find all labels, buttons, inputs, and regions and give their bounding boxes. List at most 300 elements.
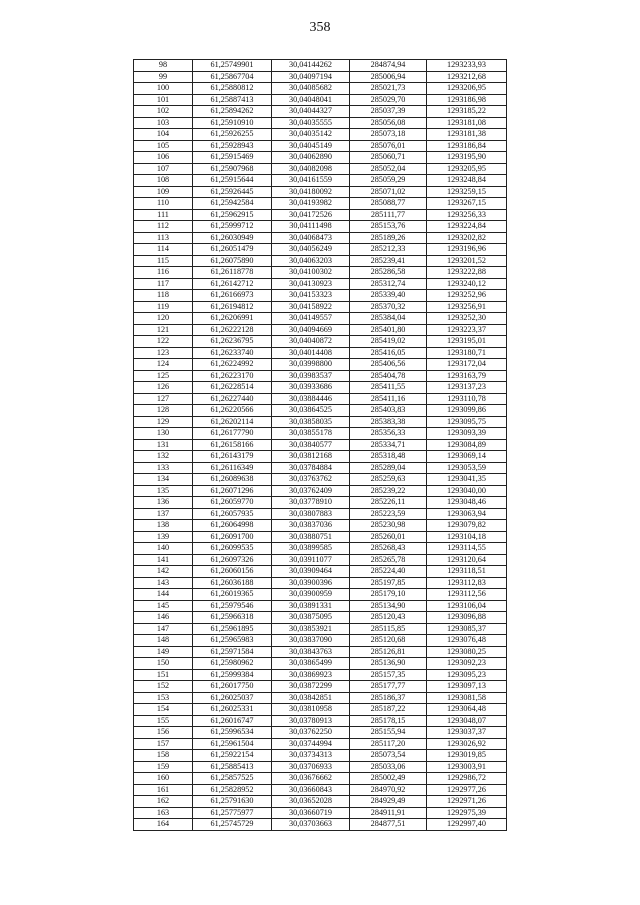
y-coordinate-cell: 1293053,59 (427, 462, 507, 474)
latitude-cell: 61,26064998 (193, 520, 272, 532)
point-number-cell: 107 (134, 163, 193, 175)
point-number-cell: 160 (134, 773, 193, 785)
table-row (134, 474, 507, 486)
table-row (134, 784, 507, 796)
table-row (134, 198, 507, 210)
table-row (134, 290, 507, 302)
x-coordinate-cell: 284911,91 (350, 807, 427, 819)
point-number-cell: 145 (134, 600, 193, 612)
y-coordinate-cell: 1293112,83 (427, 577, 507, 589)
latitude-cell: 61,26025037 (193, 692, 272, 704)
x-coordinate-cell: 285230,98 (350, 520, 427, 532)
point-number-cell: 120 (134, 313, 193, 325)
longitude-cell: 30,04144262 (272, 60, 350, 72)
longitude-cell: 30,04056249 (272, 244, 350, 256)
x-coordinate-cell: 285268,43 (350, 543, 427, 555)
longitude-cell: 30,04035142 (272, 129, 350, 141)
y-coordinate-cell: 1293097,13 (427, 681, 507, 693)
y-coordinate-cell: 1293259,15 (427, 186, 507, 198)
y-coordinate-cell: 1293093,39 (427, 428, 507, 440)
x-coordinate-cell: 285117,20 (350, 738, 427, 750)
longitude-cell: 30,03842851 (272, 692, 350, 704)
y-coordinate-cell: 1293095,23 (427, 669, 507, 681)
x-coordinate-cell: 285289,04 (350, 462, 427, 474)
table-row (134, 255, 507, 267)
latitude-cell: 61,26060156 (193, 566, 272, 578)
point-number-cell: 142 (134, 566, 193, 578)
longitude-cell: 30,03880751 (272, 531, 350, 543)
x-coordinate-cell: 285197,85 (350, 577, 427, 589)
table-row (134, 428, 507, 440)
longitude-cell: 30,03909464 (272, 566, 350, 578)
latitude-cell: 61,25915469 (193, 152, 272, 164)
table-row (134, 738, 507, 750)
x-coordinate-cell: 285126,81 (350, 646, 427, 658)
table-row (134, 60, 507, 72)
longitude-cell: 30,03872299 (272, 681, 350, 693)
table-row (134, 704, 507, 716)
latitude-cell: 61,26143179 (193, 451, 272, 463)
table-row (134, 267, 507, 279)
latitude-cell: 61,26089638 (193, 474, 272, 486)
longitude-cell: 30,03778910 (272, 497, 350, 509)
x-coordinate-cell: 285033,06 (350, 761, 427, 773)
table-row (134, 244, 507, 256)
y-coordinate-cell: 1293180,71 (427, 347, 507, 359)
longitude-cell: 30,03865499 (272, 658, 350, 670)
longitude-cell: 30,03911077 (272, 554, 350, 566)
x-coordinate-cell: 285177,77 (350, 681, 427, 693)
table-row (134, 497, 507, 509)
table-row (134, 347, 507, 359)
point-number-cell: 132 (134, 451, 193, 463)
table-row (134, 623, 507, 635)
y-coordinate-cell: 1293185,22 (427, 106, 507, 118)
table-row (134, 761, 507, 773)
point-number-cell: 137 (134, 508, 193, 520)
x-coordinate-cell: 285411,55 (350, 382, 427, 394)
latitude-cell: 61,25910910 (193, 117, 272, 129)
longitude-cell: 30,03660843 (272, 784, 350, 796)
latitude-cell: 61,25980962 (193, 658, 272, 670)
x-coordinate-cell: 285265,78 (350, 554, 427, 566)
x-coordinate-cell: 285021,73 (350, 83, 427, 95)
point-number-cell: 152 (134, 681, 193, 693)
longitude-cell: 30,03840577 (272, 439, 350, 451)
point-number-cell: 144 (134, 589, 193, 601)
x-coordinate-cell: 285224,40 (350, 566, 427, 578)
latitude-cell: 61,26223170 (193, 370, 272, 382)
y-coordinate-cell: 1293092,23 (427, 658, 507, 670)
table-row (134, 589, 507, 601)
y-coordinate-cell: 1293040,00 (427, 485, 507, 497)
y-coordinate-cell: 1293041,35 (427, 474, 507, 486)
longitude-cell: 30,03884446 (272, 393, 350, 405)
table-row (134, 278, 507, 290)
table-row (134, 681, 507, 693)
longitude-cell: 30,03875095 (272, 612, 350, 624)
longitude-cell: 30,04094669 (272, 324, 350, 336)
latitude-cell: 61,26177790 (193, 428, 272, 440)
point-number-cell: 154 (134, 704, 193, 716)
point-number-cell: 113 (134, 232, 193, 244)
x-coordinate-cell: 285178,15 (350, 715, 427, 727)
y-coordinate-cell: 1292971,26 (427, 796, 507, 808)
x-coordinate-cell: 285356,33 (350, 428, 427, 440)
y-coordinate-cell: 1293195,01 (427, 336, 507, 348)
x-coordinate-cell: 285179,10 (350, 589, 427, 601)
x-coordinate-cell: 285157,35 (350, 669, 427, 681)
latitude-cell: 61,26030949 (193, 232, 272, 244)
table-row (134, 727, 507, 739)
table-row (134, 301, 507, 313)
y-coordinate-cell: 1293172,04 (427, 359, 507, 371)
longitude-cell: 30,04180092 (272, 186, 350, 198)
x-coordinate-cell: 285059,29 (350, 175, 427, 187)
table-row (134, 451, 507, 463)
latitude-cell: 61,25926445 (193, 186, 272, 198)
latitude-cell: 61,26025331 (193, 704, 272, 716)
latitude-cell: 61,26142712 (193, 278, 272, 290)
x-coordinate-cell: 285056,08 (350, 117, 427, 129)
latitude-cell: 61,25961895 (193, 623, 272, 635)
latitude-cell: 61,26158166 (193, 439, 272, 451)
x-coordinate-cell: 285226,11 (350, 497, 427, 509)
table-row (134, 807, 507, 819)
coordinates-table (133, 59, 507, 831)
point-number-cell: 118 (134, 290, 193, 302)
longitude-cell: 30,04172526 (272, 209, 350, 221)
y-coordinate-cell: 1293112,56 (427, 589, 507, 601)
longitude-cell: 30,03891331 (272, 600, 350, 612)
point-number-cell: 125 (134, 370, 193, 382)
x-coordinate-cell: 285339,40 (350, 290, 427, 302)
latitude-cell: 61,25966318 (193, 612, 272, 624)
table-row (134, 152, 507, 164)
y-coordinate-cell: 1293212,68 (427, 71, 507, 83)
y-coordinate-cell: 1293206,95 (427, 83, 507, 95)
y-coordinate-cell: 1293196,96 (427, 244, 507, 256)
x-coordinate-cell: 285134,90 (350, 600, 427, 612)
longitude-cell: 30,04100302 (272, 267, 350, 279)
point-number-cell: 135 (134, 485, 193, 497)
latitude-cell: 61,26051479 (193, 244, 272, 256)
y-coordinate-cell: 1293222,88 (427, 267, 507, 279)
x-coordinate-cell: 285286,58 (350, 267, 427, 279)
coordinates-table-body (134, 60, 507, 831)
point-number-cell: 136 (134, 497, 193, 509)
longitude-cell: 30,04048041 (272, 94, 350, 106)
y-coordinate-cell: 1293048,07 (427, 715, 507, 727)
y-coordinate-cell: 1293233,93 (427, 60, 507, 72)
latitude-cell: 61,25996534 (193, 727, 272, 739)
y-coordinate-cell: 1293085,37 (427, 623, 507, 635)
table-row (134, 209, 507, 221)
x-coordinate-cell: 285111,77 (350, 209, 427, 221)
x-coordinate-cell: 285136,90 (350, 658, 427, 670)
table-row (134, 359, 507, 371)
point-number-cell: 105 (134, 140, 193, 152)
longitude-cell: 30,04040872 (272, 336, 350, 348)
x-coordinate-cell: 285186,37 (350, 692, 427, 704)
table-row (134, 658, 507, 670)
longitude-cell: 30,04068473 (272, 232, 350, 244)
table-row (134, 370, 507, 382)
longitude-cell: 30,04082098 (272, 163, 350, 175)
point-number-cell: 101 (134, 94, 193, 106)
x-coordinate-cell: 284874,94 (350, 60, 427, 72)
longitude-cell: 30,03899585 (272, 543, 350, 555)
point-number-cell: 159 (134, 761, 193, 773)
point-number-cell: 163 (134, 807, 193, 819)
y-coordinate-cell: 1293064,48 (427, 704, 507, 716)
latitude-cell: 61,26017750 (193, 681, 272, 693)
latitude-cell: 61,25887413 (193, 94, 272, 106)
latitude-cell: 61,26224992 (193, 359, 272, 371)
latitude-cell: 61,25922154 (193, 750, 272, 762)
latitude-cell: 61,26075890 (193, 255, 272, 267)
longitude-cell: 30,03864525 (272, 405, 350, 417)
latitude-cell: 61,25885413 (193, 761, 272, 773)
x-coordinate-cell: 285073,54 (350, 750, 427, 762)
y-coordinate-cell: 1293223,37 (427, 324, 507, 336)
x-coordinate-cell: 285155,94 (350, 727, 427, 739)
point-number-cell: 112 (134, 221, 193, 233)
point-number-cell: 126 (134, 382, 193, 394)
longitude-cell: 30,03812168 (272, 451, 350, 463)
point-number-cell: 134 (134, 474, 193, 486)
latitude-cell: 61,26071296 (193, 485, 272, 497)
longitude-cell: 30,04130923 (272, 278, 350, 290)
y-coordinate-cell: 1293118,51 (427, 566, 507, 578)
latitude-cell: 61,26222128 (193, 324, 272, 336)
point-number-cell: 146 (134, 612, 193, 624)
point-number-cell: 162 (134, 796, 193, 808)
x-coordinate-cell: 285403,83 (350, 405, 427, 417)
table-row (134, 163, 507, 175)
x-coordinate-cell: 285153,76 (350, 221, 427, 233)
longitude-cell: 30,03810958 (272, 704, 350, 716)
y-coordinate-cell: 1293069,14 (427, 451, 507, 463)
point-number-cell: 128 (134, 405, 193, 417)
latitude-cell: 61,25915644 (193, 175, 272, 187)
y-coordinate-cell: 1292975,39 (427, 807, 507, 819)
x-coordinate-cell: 284877,51 (350, 819, 427, 831)
table-row (134, 543, 507, 555)
longitude-cell: 30,03780913 (272, 715, 350, 727)
longitude-cell: 30,03676662 (272, 773, 350, 785)
y-coordinate-cell: 1293205,95 (427, 163, 507, 175)
y-coordinate-cell: 1293063,94 (427, 508, 507, 520)
point-number-cell: 119 (134, 301, 193, 313)
x-coordinate-cell: 285006,94 (350, 71, 427, 83)
x-coordinate-cell: 285071,02 (350, 186, 427, 198)
longitude-cell: 30,04158922 (272, 301, 350, 313)
longitude-cell: 30,03858035 (272, 416, 350, 428)
table-row (134, 819, 507, 831)
table-row (134, 439, 507, 451)
y-coordinate-cell: 1293186,98 (427, 94, 507, 106)
latitude-cell: 61,26236795 (193, 336, 272, 348)
y-coordinate-cell: 1293181,08 (427, 117, 507, 129)
y-coordinate-cell: 1293084,89 (427, 439, 507, 451)
latitude-cell: 61,25828952 (193, 784, 272, 796)
latitude-cell: 61,25880812 (193, 83, 272, 95)
point-number-cell: 131 (134, 439, 193, 451)
y-coordinate-cell: 1293248,84 (427, 175, 507, 187)
y-coordinate-cell: 1293195,90 (427, 152, 507, 164)
latitude-cell: 61,26057935 (193, 508, 272, 520)
longitude-cell: 30,04044327 (272, 106, 350, 118)
x-coordinate-cell: 285383,38 (350, 416, 427, 428)
x-coordinate-cell: 285115,85 (350, 623, 427, 635)
point-number-cell: 104 (134, 129, 193, 141)
point-number-cell: 141 (134, 554, 193, 566)
point-number-cell: 124 (134, 359, 193, 371)
x-coordinate-cell: 284970,92 (350, 784, 427, 796)
point-number-cell: 103 (134, 117, 193, 129)
table-row (134, 508, 507, 520)
point-number-cell: 110 (134, 198, 193, 210)
point-number-cell: 127 (134, 393, 193, 405)
point-number-cell: 138 (134, 520, 193, 532)
y-coordinate-cell: 1293080,25 (427, 646, 507, 658)
longitude-cell: 30,03855178 (272, 428, 350, 440)
latitude-cell: 61,25928943 (193, 140, 272, 152)
table-row (134, 324, 507, 336)
x-coordinate-cell: 285239,41 (350, 255, 427, 267)
longitude-cell: 30,03784884 (272, 462, 350, 474)
y-coordinate-cell: 1293137,23 (427, 382, 507, 394)
y-coordinate-cell: 1293224,84 (427, 221, 507, 233)
point-number-cell: 158 (134, 750, 193, 762)
point-number-cell: 115 (134, 255, 193, 267)
latitude-cell: 61,26016747 (193, 715, 272, 727)
latitude-cell: 61,25926255 (193, 129, 272, 141)
latitude-cell: 61,25791630 (193, 796, 272, 808)
longitude-cell: 30,04035555 (272, 117, 350, 129)
point-number-cell: 140 (134, 543, 193, 555)
y-coordinate-cell: 1293202,82 (427, 232, 507, 244)
latitude-cell: 61,26097326 (193, 554, 272, 566)
point-number-cell: 156 (134, 727, 193, 739)
x-coordinate-cell: 285419,02 (350, 336, 427, 348)
x-coordinate-cell: 285334,71 (350, 439, 427, 451)
longitude-cell: 30,04193982 (272, 198, 350, 210)
latitude-cell: 61,26036188 (193, 577, 272, 589)
x-coordinate-cell: 285060,71 (350, 152, 427, 164)
y-coordinate-cell: 1293114,55 (427, 543, 507, 555)
table-row (134, 485, 507, 497)
point-number-cell: 150 (134, 658, 193, 670)
y-coordinate-cell: 1293201,52 (427, 255, 507, 267)
x-coordinate-cell: 285189,26 (350, 232, 427, 244)
longitude-cell: 30,03900396 (272, 577, 350, 589)
table-row (134, 71, 507, 83)
x-coordinate-cell: 285416,05 (350, 347, 427, 359)
longitude-cell: 30,03837090 (272, 635, 350, 647)
point-number-cell: 99 (134, 71, 193, 83)
table-row (134, 796, 507, 808)
latitude-cell: 61,25962915 (193, 209, 272, 221)
longitude-cell: 30,04045149 (272, 140, 350, 152)
x-coordinate-cell: 285212,33 (350, 244, 427, 256)
point-number-cell: 161 (134, 784, 193, 796)
table-row (134, 221, 507, 233)
table-row (134, 554, 507, 566)
y-coordinate-cell: 1293099,86 (427, 405, 507, 417)
longitude-cell: 30,04062890 (272, 152, 350, 164)
latitude-cell: 61,25907968 (193, 163, 272, 175)
longitude-cell: 30,03998800 (272, 359, 350, 371)
point-number-cell: 102 (134, 106, 193, 118)
y-coordinate-cell: 1293096,88 (427, 612, 507, 624)
table-row (134, 175, 507, 187)
table-row (134, 313, 507, 325)
latitude-cell: 61,25857525 (193, 773, 272, 785)
latitude-cell: 61,25894262 (193, 106, 272, 118)
table-row (134, 520, 507, 532)
table-row (134, 232, 507, 244)
point-number-cell: 111 (134, 209, 193, 221)
longitude-cell: 30,04111498 (272, 221, 350, 233)
x-coordinate-cell: 285370,32 (350, 301, 427, 313)
y-coordinate-cell: 1293037,37 (427, 727, 507, 739)
latitude-cell: 61,26194812 (193, 301, 272, 313)
point-number-cell: 143 (134, 577, 193, 589)
longitude-cell: 30,04063203 (272, 255, 350, 267)
table-row (134, 669, 507, 681)
longitude-cell: 30,03762409 (272, 485, 350, 497)
point-number-cell: 109 (134, 186, 193, 198)
x-coordinate-cell: 284929,49 (350, 796, 427, 808)
y-coordinate-cell: 1292977,26 (427, 784, 507, 796)
y-coordinate-cell: 1293019,85 (427, 750, 507, 762)
x-coordinate-cell: 285411,16 (350, 393, 427, 405)
point-number-cell: 98 (134, 60, 193, 72)
table-row (134, 531, 507, 543)
y-coordinate-cell: 1293104,18 (427, 531, 507, 543)
x-coordinate-cell: 285088,77 (350, 198, 427, 210)
longitude-cell: 30,03843763 (272, 646, 350, 658)
table-row (134, 405, 507, 417)
y-coordinate-cell: 1292986,72 (427, 773, 507, 785)
latitude-cell: 61,26228514 (193, 382, 272, 394)
x-coordinate-cell: 285037,39 (350, 106, 427, 118)
y-coordinate-cell: 1293079,82 (427, 520, 507, 532)
latitude-cell: 61,26220566 (193, 405, 272, 417)
table-row (134, 773, 507, 785)
latitude-cell: 61,25961504 (193, 738, 272, 750)
table-row (134, 692, 507, 704)
longitude-cell: 30,03703663 (272, 819, 350, 831)
y-coordinate-cell: 1293240,12 (427, 278, 507, 290)
longitude-cell: 30,03734313 (272, 750, 350, 762)
longitude-cell: 30,03660719 (272, 807, 350, 819)
table-row (134, 129, 507, 141)
table-row (134, 612, 507, 624)
x-coordinate-cell: 285052,04 (350, 163, 427, 175)
x-coordinate-cell: 285223,59 (350, 508, 427, 520)
table-row (134, 646, 507, 658)
point-number-cell: 164 (134, 819, 193, 831)
point-number-cell: 108 (134, 175, 193, 187)
latitude-cell: 61,25971584 (193, 646, 272, 658)
longitude-cell: 30,03652028 (272, 796, 350, 808)
page-number: 358 (309, 20, 331, 35)
table-row (134, 382, 507, 394)
y-coordinate-cell: 1292997,40 (427, 819, 507, 831)
